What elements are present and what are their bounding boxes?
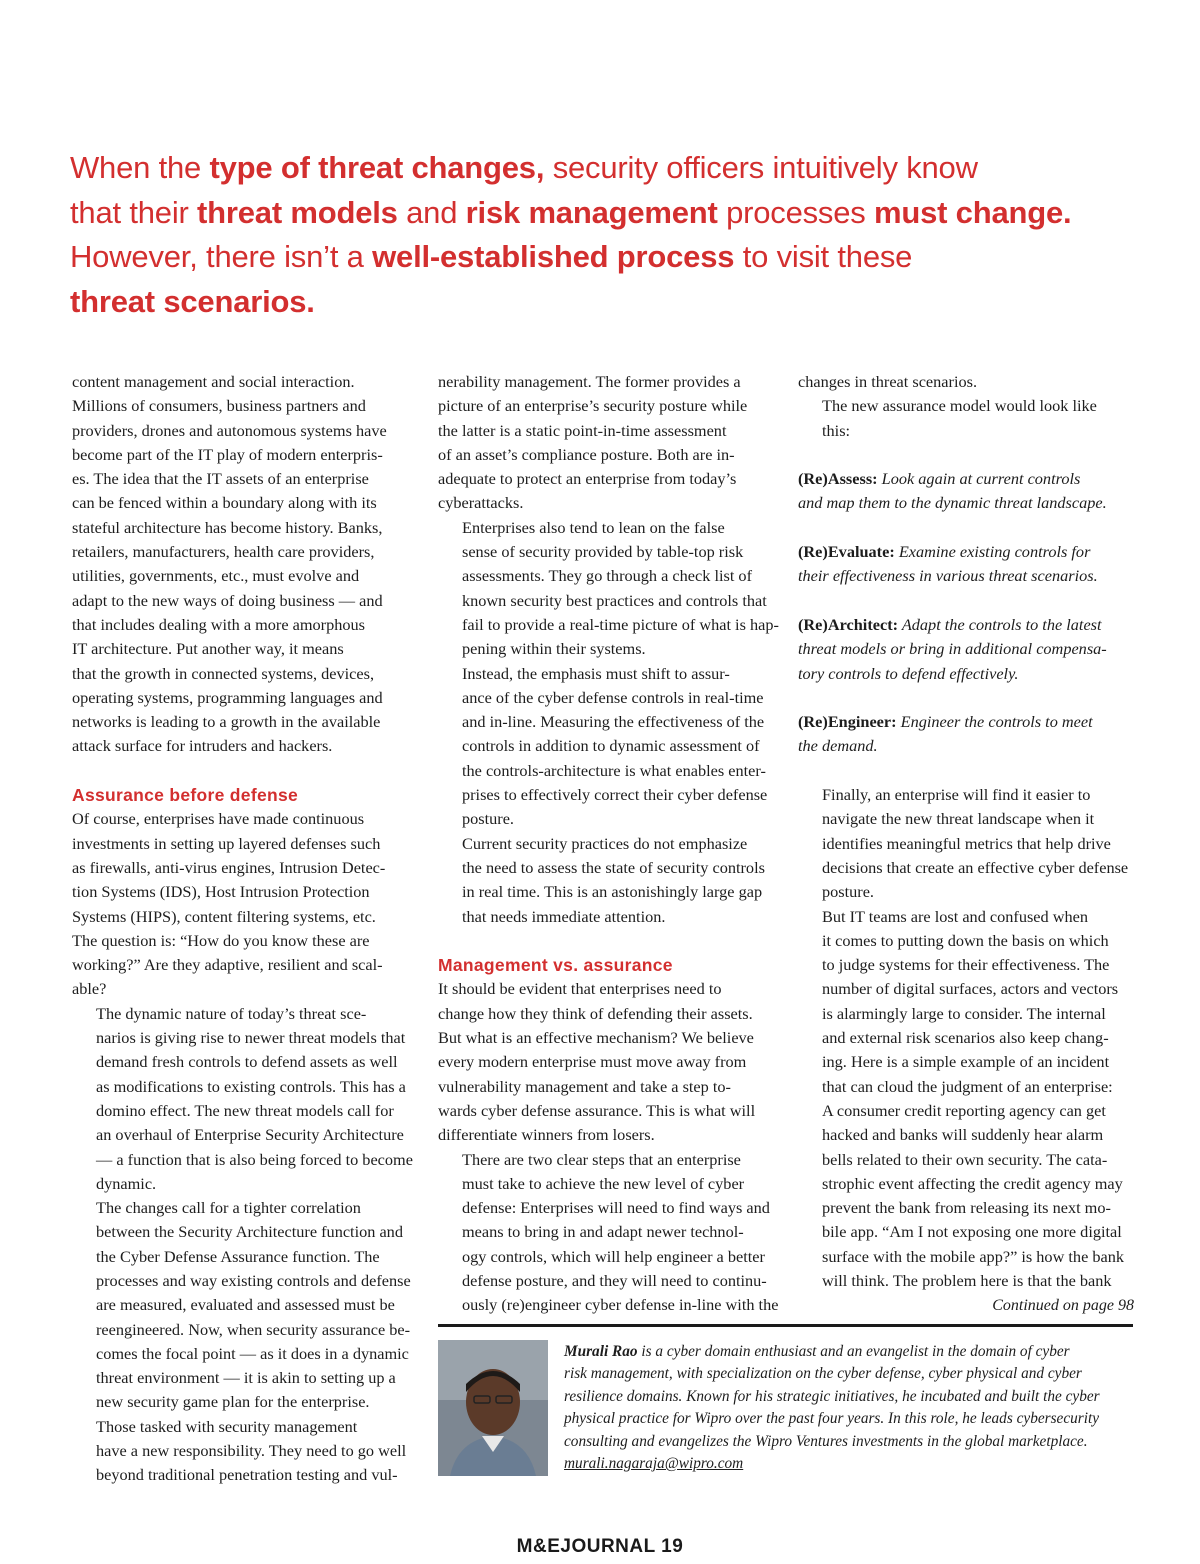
paragraph	[798, 905, 1136, 1294]
text-line: defense posture, and they will need to continu-	[462, 1270, 767, 1290]
text-line: the Cyber Defense Assurance function. The	[96, 1246, 380, 1266]
text-line: is alarmingly large to consider. The internal	[822, 1003, 1106, 1023]
text-line: providers, drones and autonomous systems have	[72, 420, 387, 440]
step-line: tory controls to defend effectively.	[798, 663, 1019, 683]
text-line: A consumer credit reporting agency can get	[822, 1100, 1106, 1120]
text-line: sense of security provided by table-top risk	[462, 542, 744, 562]
text-line: the need to assess the state of security controls	[462, 857, 765, 877]
text-line: can be fenced within a boundary along with its	[72, 493, 377, 513]
text-line: demand fresh controls to defend assets as well	[96, 1052, 398, 1072]
text-line: domino effect. The new threat models call for	[96, 1100, 394, 1120]
assurance-step	[798, 467, 1136, 516]
step-line: the demand.	[798, 736, 878, 756]
pull-quote	[70, 146, 1140, 324]
text-line: decisions that create an effective cyber defense	[822, 857, 1129, 877]
page-footer	[0, 1535, 1200, 1559]
text-line: strophic event affecting the credit agency may	[822, 1173, 1123, 1193]
text-line: processes and way existing controls and defense	[96, 1270, 411, 1290]
text-line: fail to provide a real-time picture of what is hap-	[462, 614, 779, 634]
text-line: Systems (HIPS), content filtering systems, etc.	[72, 906, 376, 926]
text-line: reengineered. Now, when security assurance be-	[96, 1319, 411, 1339]
step-text: Look again at current controls	[877, 469, 1081, 489]
text-line: stateful architecture has become history. Banks,	[72, 517, 383, 537]
text-line: and in-line. Measuring the effectiveness of the	[462, 712, 765, 732]
text-line: vulnerability management and take a step to-	[438, 1076, 731, 1096]
bio-line: Murali Rao is a cyber domain enthusiast and an evangelist in the domain of cyber	[564, 1343, 1070, 1360]
assurance-step	[798, 613, 1136, 686]
text-line: able?	[72, 979, 107, 999]
text-line: that the growth in connected systems, devices,	[72, 663, 375, 683]
assurance-step	[798, 710, 1136, 759]
text-line: the controls-architecture is what enables enter-	[462, 760, 766, 780]
text-line: become part of the IT play of modern enterpris-	[72, 444, 383, 464]
text-line: operating systems, programming languages and	[72, 687, 383, 707]
bio-line: risk management, with specialization on the cyber defense, cyber physical and cyber	[564, 1365, 1082, 1383]
paragraph	[438, 832, 783, 929]
spacer	[798, 516, 1136, 540]
text-line: and external risk scenarios also keep chang-	[822, 1028, 1109, 1048]
divider-rule	[438, 1324, 1133, 1327]
text-line: Finally, an enterprise will find it easier to	[822, 785, 1091, 805]
text-line: between the Security Architecture function and	[96, 1222, 403, 1242]
paragraph	[72, 1415, 417, 1488]
text-line: The changes call for a tighter correlation	[96, 1198, 361, 1218]
text-line: narios is giving rise to newer threat models that	[96, 1028, 406, 1048]
spacer	[72, 759, 417, 783]
paragraph	[798, 394, 1136, 443]
text-line: ogy controls, which will help engineer a better	[462, 1246, 765, 1266]
text-line: utilities, governments, etc., must evolve and	[72, 566, 360, 586]
pull-quote-line-4: threat scenarios.	[70, 283, 315, 319]
text-line: number of digital surfaces, actors and vectors	[822, 979, 1119, 999]
text-line: to judge systems for their effectiveness. The	[822, 955, 1110, 975]
paragraph	[798, 370, 1136, 394]
text-line: surface with the mobile app?” is how the bank	[822, 1246, 1125, 1266]
step-text: Engineer the controls to meet	[896, 712, 1093, 732]
spacer	[798, 443, 1136, 467]
paragraph	[798, 783, 1136, 904]
text-line: Instead, the emphasis must shift to assur-	[462, 663, 730, 683]
author-email-link[interactable]: murali.nagaraja@wipro.com	[564, 1455, 744, 1473]
text-line: It should be evident that enterprises need to	[438, 979, 722, 999]
spacer	[798, 686, 1136, 710]
text-line: networks is leading to a growth in the available	[72, 712, 381, 732]
text-line: identifies meaningful metrics that help drive	[822, 833, 1111, 853]
text-line: attack surface for intruders and hackers.	[72, 736, 333, 756]
text-line: an overhaul of Enterprise Security Architecture	[96, 1125, 404, 1145]
step-label: (Re)Architect:	[798, 614, 899, 634]
text-line: posture.	[462, 809, 514, 829]
text-line: differentiate winners from losers.	[438, 1125, 655, 1145]
text-line: adequate to protect an enterprise from today’s	[438, 469, 737, 489]
paragraph	[438, 1148, 783, 1318]
text-line: investments in setting up layered defenses such	[72, 833, 381, 853]
text-line: tion Systems (IDS), Host Intrusion Protection	[72, 882, 370, 902]
text-line: controls in addition to dynamic assessment of	[462, 736, 760, 756]
text-line: that needs immediate attention.	[462, 906, 666, 926]
text-line: retailers, manufacturers, health care providers,	[72, 542, 375, 562]
text-line: ance of the cyber defense controls in real-time	[462, 687, 764, 707]
pull-quote-line-1: When the type of threat changes, security officers intuitively know	[70, 150, 978, 185]
assurance-step	[798, 540, 1136, 589]
text-line: every modern enterprise must move away from	[438, 1052, 747, 1072]
bio-line: consulting and evangelizes the Wipro Ventures investments in the global marketplace.	[564, 1432, 1088, 1450]
text-line: — a function that is also being forced to become	[96, 1149, 413, 1169]
text-line: will think. The problem here is that the bank	[822, 1270, 1112, 1290]
text-line: threat environment — it is akin to setting up a	[96, 1368, 396, 1388]
step-line: threat models or bring in additional compensa-	[798, 639, 1107, 659]
bio-line: physical practice for Wipro over the past four years. In this role, he leads cybersecurity	[564, 1410, 1100, 1428]
step-line	[798, 467, 1136, 491]
article-column-1	[72, 370, 417, 1488]
text-line: working?” Are they adaptive, resilient and scal-	[72, 955, 383, 975]
text-line: comes the focal point — as it does in a dynamic	[96, 1343, 409, 1363]
text-line: pening within their systems.	[462, 639, 646, 659]
text-line: defense: Enterprises will need to find ways and	[462, 1198, 770, 1218]
paragraph	[72, 370, 417, 759]
text-line: must take to achieve the new level of cyber	[462, 1173, 745, 1193]
step-line	[798, 710, 1136, 734]
section-heading: Assurance before defense	[72, 785, 299, 806]
text-line: it comes to putting down the basis on which	[822, 930, 1109, 950]
text-line: posture.	[822, 882, 874, 902]
text-line: Those tasked with security management	[96, 1416, 358, 1436]
text-line: change how they think of defending their assets.	[438, 1003, 753, 1023]
text-line: adapt to the new ways of doing business — and	[72, 590, 383, 610]
text-line: as firewalls, anti-virus engines, Intrusion Detec-	[72, 857, 386, 877]
text-line: picture of an enterprise’s security posture while	[438, 396, 748, 416]
spacer	[798, 759, 1136, 783]
step-line: and map them to the dynamic threat landscape.	[798, 493, 1107, 513]
journal-name: M&EJOURNAL	[516, 1536, 656, 1557]
author-photo	[438, 1340, 548, 1476]
paragraph	[438, 662, 783, 832]
text-line: But what is an effective mechanism? We believe	[438, 1028, 754, 1048]
text-line: in real time. This is an astonishingly large gap	[462, 882, 763, 902]
text-line: There are two clear steps that an enterprise	[462, 1149, 741, 1169]
spacer	[438, 929, 783, 953]
text-line: have a new responsibility. They need to go well	[96, 1441, 407, 1461]
text-line: nerability management. The former provides a	[438, 372, 741, 391]
text-line: dynamic.	[96, 1173, 157, 1193]
assurance-steps	[798, 467, 1136, 783]
text-line: ing. Here is a simple example of an incident	[822, 1052, 1110, 1072]
section-heading: Management vs. assurance	[438, 955, 673, 976]
text-line: wards cyber defense assurance. This is what will	[438, 1100, 756, 1120]
text-line: hacked and banks will suddenly hear alarm	[822, 1125, 1104, 1145]
pull-quote-line-3: However, there isn’t a well-established process to visit these	[70, 239, 913, 274]
text-line: But IT teams are lost and confused when	[822, 906, 1089, 926]
text-line: known security best practices and controls that	[462, 590, 767, 610]
text-line: The new assurance model would look like	[822, 396, 1097, 416]
text-line: The question is: “How do you know these are	[72, 930, 370, 950]
paragraph	[438, 516, 783, 662]
continued-note: Continued on page 98	[992, 1297, 1134, 1314]
text-line: that includes dealing with a more amorphous	[72, 614, 365, 634]
text-line: as modifications to existing controls. This has a	[96, 1076, 406, 1096]
text-line: beyond traditional penetration testing and vul-	[96, 1465, 398, 1485]
bio-line: resilience domains. Known for his strategic initiatives, he incubated and built the cyber	[564, 1387, 1100, 1405]
text-line: prevent the bank from releasing its next mo-	[822, 1198, 1111, 1218]
article-column-3	[798, 370, 1136, 1293]
text-line: ously (re)engineer cyber defense in-line with the	[462, 1295, 779, 1315]
step-text: Adapt the controls to the latest	[898, 614, 1102, 634]
step-label: (Re)Assess:	[798, 469, 878, 489]
step-line	[798, 540, 1136, 564]
person-icon	[438, 1340, 548, 1476]
text-line: IT architecture. Put another way, it means	[72, 639, 344, 659]
text-line: the latter is a static point-in-time assessment	[438, 420, 727, 440]
author-name: Murali Rao	[564, 1343, 638, 1360]
text-line: cyberattacks.	[438, 493, 524, 513]
text-line: bile app. “Am I not exposing one more digital	[822, 1222, 1122, 1242]
text-line: prises to effectively correct their cyber defense	[462, 785, 768, 805]
text-line: bells related to their own security. The cata-	[822, 1149, 1108, 1169]
text-line: es. The idea that the IT assets of an enterprise	[72, 469, 369, 489]
pull-quote-line-2: that their threat models and risk management processes must change.	[70, 194, 1072, 230]
page-number: 19	[661, 1536, 684, 1557]
text-line: Current security practices do not emphasize	[462, 833, 748, 853]
text-line: changes in threat scenarios.	[798, 372, 978, 391]
text-line: content management and social interaction.	[72, 372, 355, 391]
article-column-2	[438, 370, 783, 1318]
text-line: are measured, evaluated and assessed must be	[96, 1295, 395, 1315]
text-line: that can cloud the judgment of an enterprise:	[822, 1076, 1113, 1096]
step-label: (Re)Engineer:	[798, 712, 897, 732]
text-line: Millions of consumers, business partners and	[72, 396, 366, 416]
text-line: this:	[822, 420, 851, 440]
paragraph	[72, 1196, 417, 1415]
author-bio	[564, 1341, 1134, 1475]
text-line: of an asset’s compliance posture. Both are in-	[438, 444, 735, 464]
text-line: Enterprises also tend to lean on the false	[462, 517, 725, 537]
text-line: means to bring in and adapt newer technol-	[462, 1222, 744, 1242]
step-text: Examine existing controls for	[894, 542, 1091, 562]
step-line: their effectiveness in various threat scenarios.	[798, 566, 1098, 586]
paragraph	[72, 807, 417, 1001]
text-line: new security game plan for the enterprise.	[96, 1392, 370, 1412]
paragraph	[72, 1002, 417, 1196]
paragraph	[438, 977, 783, 1147]
spacer	[798, 589, 1136, 613]
text-line: navigate the new threat landscape when it	[822, 809, 1095, 829]
text-line: Of course, enterprises have made continuous	[72, 809, 365, 829]
text-line: assessments. They go through a check list of	[462, 566, 752, 586]
paragraph	[438, 370, 783, 516]
step-label: (Re)Evaluate:	[798, 542, 895, 562]
step-line	[798, 613, 1136, 637]
text-line: The dynamic nature of today’s threat sce-	[96, 1003, 367, 1023]
